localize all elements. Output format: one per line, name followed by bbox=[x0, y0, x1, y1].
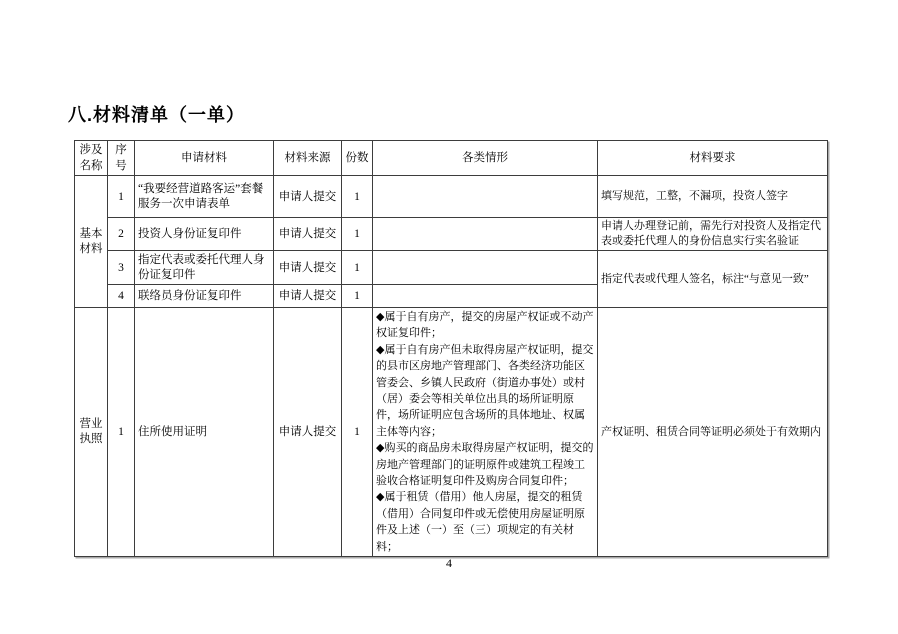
col-header-requirement: 材料要求 bbox=[598, 141, 828, 176]
requirement-cell: 填写规范，工整，不漏项，投资人签字 bbox=[598, 176, 828, 218]
copies-cell: 1 bbox=[342, 285, 373, 308]
situation-cell-bullets bbox=[373, 308, 598, 557]
table-row-1 bbox=[75, 176, 828, 218]
situation-bullet-2: ◆属于自有房产但未取得房屋产权证明，提交的县市区房地产管理部门、各类经济功能区管委会、乡镇人民政府（街道办事处）或村（居）委会等相关单位出具的场所证明原件，场所证明应包含场所的具体地址、权属主体等内容； bbox=[376, 343, 594, 438]
group-cell-business-license: 营业执照 bbox=[75, 308, 108, 557]
table-row-2 bbox=[75, 218, 828, 251]
material-cell: 投资人身份证复印件 bbox=[135, 218, 274, 251]
source-cell: 申请人提交 bbox=[274, 218, 342, 251]
source-cell: 申请人提交 bbox=[274, 176, 342, 218]
col-header-category: 涉及名称 bbox=[75, 141, 108, 176]
col-header-copies: 份数 bbox=[342, 141, 373, 176]
col-header-material: 申请材料 bbox=[135, 141, 274, 176]
material-cell: 住所使用证明 bbox=[135, 308, 274, 557]
situation-cell-empty bbox=[373, 176, 598, 218]
row-no-cell: 4 bbox=[108, 285, 135, 308]
material-cell: 指定代表或委托代理人身份证复印件 bbox=[135, 251, 274, 285]
table-row-5 bbox=[75, 308, 828, 557]
situation-cell-empty bbox=[373, 285, 598, 308]
material-cell: 联络员身份证复印件 bbox=[135, 285, 274, 308]
section-title: 八.材料清单（一单） bbox=[68, 105, 246, 125]
situation-cell-empty bbox=[373, 251, 598, 285]
requirement-cell: 产权证明、租赁合同等证明必须处于有效期内 bbox=[598, 308, 828, 557]
row-no-cell: 1 bbox=[108, 308, 135, 557]
material-cell: “我要经营道路客运”套餐服务一次申请表单 bbox=[135, 176, 274, 218]
situation-bullet-1: ◆属于自有房产，提交的房屋产权证或不动产权证复印件； bbox=[376, 311, 594, 340]
row-no-cell: 3 bbox=[108, 251, 135, 285]
group-cell-basic-materials: 基本材料 bbox=[75, 176, 108, 308]
copies-cell: 1 bbox=[342, 251, 373, 285]
col-header-no: 序号 bbox=[108, 141, 135, 176]
materials-checklist-table bbox=[74, 140, 828, 557]
source-cell: 申请人提交 bbox=[274, 251, 342, 285]
requirement-cell: 申请人办理登记前，需先行对投资人及指定代表或委托代理人的身份信息实行实名验证 bbox=[598, 218, 828, 251]
requirement-cell-merged: 指定代表或代理人签名，标注“与意见一致” bbox=[598, 251, 828, 308]
copies-cell: 1 bbox=[342, 218, 373, 251]
situation-cell-empty bbox=[373, 218, 598, 251]
row-no-cell: 2 bbox=[108, 218, 135, 251]
source-cell: 申请人提交 bbox=[274, 308, 342, 557]
row-no-cell: 1 bbox=[108, 176, 135, 218]
copies-cell: 1 bbox=[342, 308, 373, 557]
situation-bullet-3: ◆购买的商品房未取得房屋产权证明，提交的房地产管理部门的证明原件或建筑工程竣工验收合格证明复印件及购房合同复印件； bbox=[376, 442, 594, 488]
situation-bullet-4: ◆属于租赁（借用）他人房屋，提交的租赁（借用）合同复印件或无偿使用房屋证明原件及上述（一）至（三）项规定的有关材料； bbox=[376, 491, 585, 553]
table-row-3 bbox=[75, 251, 828, 285]
copies-cell: 1 bbox=[342, 176, 373, 218]
col-header-source: 材料来源 bbox=[274, 141, 342, 176]
page-number: 4 bbox=[446, 556, 452, 570]
source-cell: 申请人提交 bbox=[274, 285, 342, 308]
table-header-row bbox=[75, 141, 828, 176]
col-header-situation: 各类情形 bbox=[373, 141, 598, 176]
